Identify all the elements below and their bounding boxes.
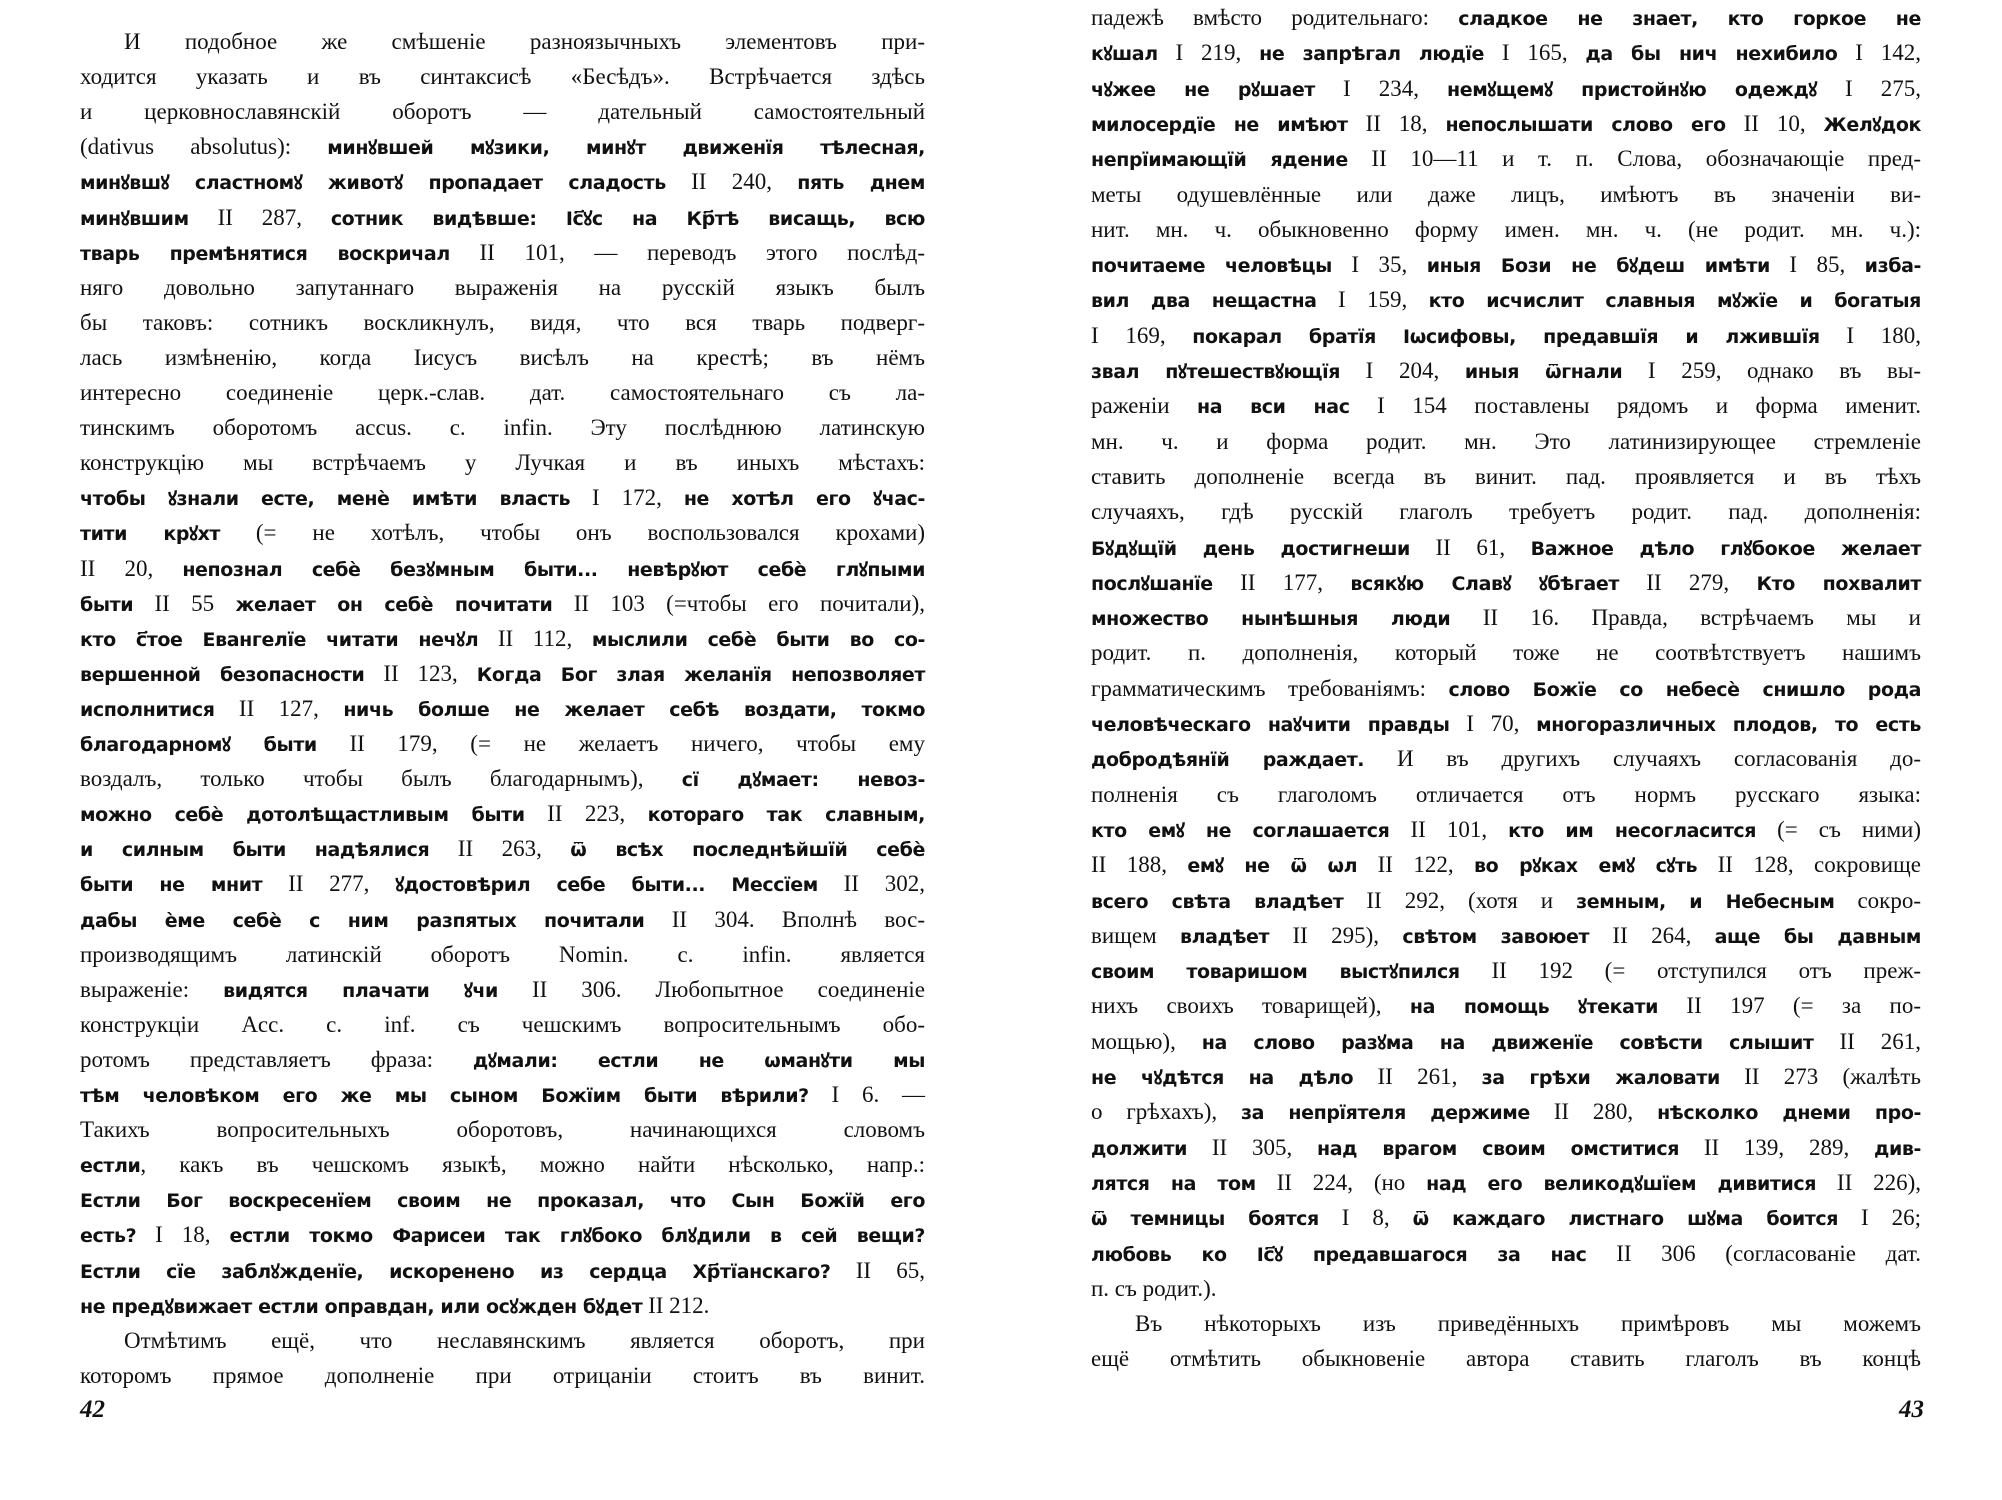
- church-slavonic-quote: добродѣянїй раждает.: [1091, 749, 1365, 772]
- church-slavonic-quote: есть?: [80, 1225, 137, 1248]
- text-line: [80, 1253, 925, 1288]
- church-slavonic-quote: Желꙋдок: [1823, 113, 1921, 136]
- text-line: [1091, 247, 1921, 282]
- text-line: [80, 305, 925, 340]
- text-segment: II 177,: [1212, 569, 1351, 595]
- text-segment: II 295),: [1269, 922, 1403, 948]
- text-line: [1091, 1200, 1921, 1235]
- church-slavonic-quote: за грѣхи жаловати: [1481, 1067, 1720, 1089]
- church-slavonic-quote: быти: [80, 593, 134, 616]
- text-segment: грамматическимъ требованіямъ:: [1091, 675, 1449, 701]
- text-line: [1091, 424, 1921, 459]
- church-slavonic-quote: кꙋшал: [1091, 43, 1158, 66]
- text-line: [1091, 141, 1921, 176]
- text-line: [1091, 847, 1921, 882]
- text-segment: II 188,: [1091, 852, 1188, 878]
- text-segment: ставить дополненіе всегда въ винит. пад. проявляется и въ тѣхъ: [1091, 463, 1921, 489]
- text-line: [80, 129, 925, 164]
- church-slavonic-quote: ничь болше не желает себѣ воздати, токмо: [343, 698, 925, 721]
- church-slavonic-quote: многоразличных плодов, то есть: [1536, 714, 1922, 736]
- text-line: [80, 586, 925, 621]
- text-segment: полненія съ глаголомъ отличается отъ нормъ русскаго языка:: [1091, 781, 1921, 807]
- text-line: [80, 551, 925, 586]
- text-line: [1091, 953, 1921, 988]
- church-slavonic-quote: иныя Бози не бꙋдеш имѣти: [1426, 255, 1770, 278]
- text-segment: II 192 (= отступился отъ преж-: [1459, 958, 1922, 984]
- text-segment: Такихъ вопросительныхъ оборотовъ, начинающихся словомъ: [80, 1117, 925, 1143]
- text-line: [1091, 530, 1921, 565]
- church-slavonic-quote: емꙋ не ѿ ѡл: [1187, 855, 1358, 878]
- church-slavonic-quote: желает он себѐ почитати: [235, 593, 553, 616]
- text-segment: I 180,: [1819, 322, 1921, 348]
- right-page: [1001, 0, 2002, 1500]
- text-segment: I 35,: [1331, 252, 1427, 278]
- church-slavonic-quote: покарал братїя Іѡсифовы, предавшїя и лжившїя: [1192, 325, 1820, 348]
- church-slavonic-quote: минꙋвшꙋ сластномꙋ животꙋ пропадает сладость: [80, 172, 666, 195]
- text-line: [80, 831, 925, 866]
- church-slavonic-quote: тити крꙋхт: [80, 523, 221, 546]
- text-line: [80, 621, 925, 656]
- text-segment: II 123,: [364, 660, 477, 686]
- church-slavonic-quote: дабы ѐме себѐ с ним разпятых почитали: [80, 909, 645, 932]
- text-line: [80, 1042, 925, 1077]
- text-line: [1091, 1130, 1921, 1165]
- page-number-right: 43: [1899, 1396, 1924, 1423]
- text-segment: II 122,: [1357, 852, 1475, 878]
- church-slavonic-quote: минꙋвшей мꙋзики, минꙋт движенїя тѣлесная,: [327, 137, 925, 160]
- text-line: [80, 1147, 925, 1182]
- text-line: [1091, 282, 1921, 317]
- text-segment: II 261,: [1353, 1064, 1482, 1089]
- church-slavonic-quote: владѣет: [1179, 925, 1270, 948]
- text-line: [80, 340, 925, 375]
- church-slavonic-quote: изба-: [1864, 255, 1921, 278]
- text-line: [1091, 918, 1921, 953]
- church-slavonic-quote: исполнитися: [80, 698, 215, 721]
- text-line: [1091, 1059, 1921, 1094]
- text-segment: меты одушевлённые или даже лицъ, имѣютъ въ значеніи ви-: [1091, 181, 1921, 207]
- church-slavonic-quote: должити: [1091, 1137, 1188, 1160]
- church-slavonic-quote: минꙋвшим: [80, 207, 189, 230]
- church-slavonic-quote: иныя ѿгнали: [1464, 361, 1623, 383]
- church-slavonic-quote: и силным быти надѣялися: [80, 839, 430, 862]
- text-segment: II 306. Любопытное соединеніе: [497, 976, 925, 1002]
- text-segment: няго довольно запутаннаго выраженія на русскій языкъ былъ: [80, 274, 925, 300]
- text-segment: бы таковъ: сотникъ воскликнулъ, видя, что вся тварь подверг-: [80, 309, 925, 335]
- church-slavonic-quote: кто исчислит славныя мꙋжїе и богатыя: [1428, 290, 1921, 313]
- text-line: [80, 937, 925, 972]
- text-segment: II 65,: [830, 1257, 925, 1283]
- text-segment: II 101, — переводъ этого послѣд-: [449, 239, 926, 265]
- text-segment: и церковнославянскій оборотъ — дательный самостоятельный: [80, 99, 925, 125]
- text-segment: II 273 (жалѣть: [1719, 1064, 1921, 1089]
- text-segment: мн. ч. и форма родит. мн. Это латинизирующее стремленіе: [1091, 428, 1921, 454]
- text-line: [1091, 388, 1921, 423]
- text-line: [80, 270, 925, 305]
- church-slavonic-quote: див-: [1874, 1137, 1921, 1160]
- text-segment: II 305,: [1187, 1134, 1318, 1160]
- text-segment: п. съ родит.).: [1091, 1275, 1217, 1301]
- text-line: [1091, 0, 1921, 35]
- church-slavonic-quote: человѣческаго наꙋчити правды: [1091, 714, 1450, 736]
- text-line: [80, 656, 925, 691]
- text-segment: II 223,: [524, 801, 648, 827]
- church-slavonic-quote: всякꙋю Славꙋ ꙋбѣгает: [1350, 572, 1619, 595]
- church-slavonic-quote: множество нынѣшныя люди: [1091, 608, 1451, 631]
- church-slavonic-quote: не предꙋвижает естли оправдан, или осꙋжден бꙋдет: [80, 1295, 643, 1318]
- church-slavonic-quote: пять днем: [797, 172, 925, 195]
- text-segment: II 127,: [214, 695, 344, 721]
- text-segment: II 112,: [478, 625, 592, 651]
- church-slavonic-quote: Естли сїе заблꙋжденїе, искоренено из сердца Хр҃тїанскаго?: [80, 1260, 831, 1283]
- text-segment: сокро-: [1834, 887, 1922, 913]
- church-slavonic-quote: дꙋмали: естли не ѡманꙋти мы: [472, 1049, 925, 1072]
- church-slavonic-quote: лятся на том: [1091, 1172, 1256, 1195]
- text-line: [1091, 1306, 1921, 1341]
- text-segment: I 8,: [1318, 1205, 1413, 1231]
- text-line: [1091, 1236, 1921, 1271]
- text-segment: И въ другихъ случаяхъ согласованія до-: [1364, 746, 1921, 772]
- text-line: [80, 410, 925, 445]
- church-slavonic-quote: Естли Бог воскресенїем своим не проказал, что Сын Божїй его: [80, 1190, 925, 1213]
- church-slavonic-quote: быти не мнит: [80, 874, 263, 897]
- text-segment: II 55: [133, 590, 236, 616]
- text-segment: ротомъ представляетъ фраза:: [80, 1046, 473, 1072]
- text-line: [80, 200, 925, 235]
- text-line: [1091, 600, 1921, 635]
- page-number-left: 42: [80, 1396, 105, 1423]
- church-slavonic-quote: земным, и Небесным: [1576, 890, 1835, 913]
- church-slavonic-quote: Важное дѣло глꙋбокое желает: [1530, 537, 1921, 560]
- text-segment: II 103 (=чтобы его почитали),: [552, 590, 925, 616]
- text-segment: II 306 (согласованіе дат.: [1586, 1240, 1922, 1266]
- text-line: [1091, 777, 1921, 812]
- text-segment: ещё отмѣтить обыкновеніе автора ставить глаголъ въ концѣ: [1091, 1346, 1921, 1372]
- text-line: [80, 1288, 925, 1323]
- church-slavonic-quote: почитаеме человѣцы: [1091, 255, 1332, 278]
- text-line: [80, 1182, 925, 1217]
- text-segment: II 128, сокровище: [1697, 852, 1921, 878]
- text-segment: I 159,: [1316, 287, 1429, 313]
- church-slavonic-quote: естли токмо Фарисеи так глꙋбоко блꙋдили в сей вещи?: [229, 1225, 925, 1248]
- text-segment: (= не хотѣлъ, чтобы онъ воспользовался крохами): [220, 520, 925, 546]
- church-slavonic-quote: тварь премѣнятися воскричал: [80, 242, 450, 265]
- text-segment: I 26;: [1838, 1205, 1921, 1231]
- church-slavonic-quote: можно себѐ дотолѣщастливым быти: [80, 804, 525, 827]
- text-segment: родит. п. дополненія, который тоже не соотвѣтствуетъ нашимъ: [1091, 640, 1921, 666]
- text-line: [80, 1007, 925, 1042]
- church-slavonic-quote: да бы нич нехибило: [1585, 43, 1838, 66]
- church-slavonic-quote: своим товаришом выстꙋпился: [1091, 961, 1460, 984]
- church-slavonic-quote: нѣсколко днеми про-: [1657, 1102, 1921, 1125]
- text-line: [80, 445, 925, 480]
- text-line: [1091, 212, 1921, 247]
- text-segment: интересно соединеніе церк.-слав. дат. самостоятельнаго съ ла-: [80, 380, 925, 405]
- text-segment: I 275,: [1816, 75, 1921, 101]
- text-line: [1091, 988, 1921, 1023]
- church-slavonic-quote: за непрїятеля держиме: [1241, 1102, 1530, 1125]
- church-slavonic-quote: кто емꙋ не соглашается: [1091, 819, 1390, 842]
- text-segment: I 165,: [1484, 40, 1586, 66]
- text-line: [80, 761, 925, 796]
- text-segment: тинскимъ оборотомъ accus. c. infin. Эту послѣднюю латинскую: [80, 415, 925, 441]
- text-segment: мощью),: [1091, 1028, 1202, 1054]
- text-line: [80, 972, 925, 1007]
- church-slavonic-quote: непослышати слово его: [1445, 113, 1726, 136]
- text-segment: I 172,: [570, 485, 684, 511]
- text-line: [80, 235, 925, 270]
- text-segment: I 85,: [1769, 252, 1865, 278]
- text-line: [80, 59, 925, 94]
- church-slavonic-quote: немꙋщемꙋ пристойнꙋю одеждꙋ: [1447, 78, 1817, 101]
- church-slavonic-quote: не чꙋдѣтся на дѣло: [1091, 1067, 1354, 1089]
- church-slavonic-quote: тѣм человѣком его же мы сыном Божїим быти вѣрили?: [80, 1085, 809, 1107]
- text-segment: II 197 (= за по-: [1658, 993, 1921, 1019]
- text-segment: II 263,: [429, 836, 571, 862]
- text-segment: II 277,: [262, 871, 396, 897]
- text-line: [80, 94, 925, 129]
- text-line: [1091, 671, 1921, 706]
- church-slavonic-quote: ѿ каждаго листнаго шꙋма боится: [1412, 1208, 1839, 1231]
- church-slavonic-quote: Когда Бог злая желанїя непозволяет: [476, 663, 925, 686]
- text-line: [80, 866, 925, 901]
- text-segment: раженіи: [1091, 393, 1198, 419]
- text-segment: выраженіе:: [80, 976, 224, 1002]
- church-slavonic-quote: не запрѣгал людїе: [1259, 43, 1485, 66]
- church-slavonic-quote: благодарномꙋ быти: [80, 734, 317, 756]
- church-slavonic-quote: Кто похвалит: [1756, 572, 1922, 595]
- church-slavonic-quote: мыслили себѐ быти во со-: [591, 628, 926, 651]
- text-line: [1091, 1341, 1921, 1376]
- text-segment: II 261,: [1813, 1028, 1921, 1054]
- text-segment: I 18,: [136, 1222, 230, 1248]
- church-slavonic-quote: видятся плачати ꙋчи: [223, 979, 498, 1002]
- text-segment: II 224, (но: [1255, 1169, 1427, 1195]
- church-slavonic-quote: над его великодꙋшїем дивитися: [1426, 1172, 1817, 1195]
- text-segment: II 226),: [1816, 1169, 1921, 1195]
- text-segment: нит. мн. ч. обыкновенно форму имен. мн. ч. (не родит. мн. ч.):: [1091, 216, 1921, 242]
- text-line: [1091, 635, 1921, 670]
- church-slavonic-quote: над врагом своим омститися: [1317, 1137, 1680, 1160]
- text-segment: II 212.: [642, 1292, 710, 1318]
- text-segment: вищем: [1091, 922, 1180, 948]
- church-slavonic-quote: сї дꙋмает: невоз-: [681, 769, 925, 792]
- text-segment: производящимъ латинскій оборотъ Nomin. c. infin. является: [80, 941, 925, 967]
- text-line: [80, 375, 925, 410]
- text-line: [1091, 706, 1921, 741]
- church-slavonic-quote: чтобы ꙋзнали есте, менѐ имѣти власть: [80, 488, 571, 511]
- text-segment: I 142,: [1837, 40, 1921, 66]
- text-segment: II 240,: [665, 169, 798, 195]
- text-segment: (dativus absolutus):: [80, 134, 328, 160]
- text-line: [80, 164, 925, 199]
- text-line: [1091, 494, 1921, 529]
- text-segment: (= съ ними): [1756, 816, 1922, 842]
- text-segment: II 10—11 и т. п. Слова, обозначающіе пред-: [1347, 146, 1922, 172]
- text-segment: I 6. —: [808, 1082, 925, 1107]
- text-segment: I 169,: [1091, 322, 1193, 348]
- text-line: [1091, 459, 1921, 494]
- church-slavonic-quote: непознал себѐ безꙋмным быти... невѣрꙋют себѐ глꙋпыми: [182, 558, 925, 581]
- church-slavonic-quote: во рꙋках емꙋ сꙋть: [1474, 855, 1698, 878]
- text-segment: II 101,: [1389, 816, 1509, 842]
- text-line: [1091, 35, 1921, 70]
- text-line: [80, 902, 925, 937]
- text-line: [80, 796, 925, 831]
- text-segment: II 18,: [1347, 110, 1446, 136]
- text-segment: II 139, 289,: [1679, 1134, 1875, 1160]
- church-slavonic-quote: Бꙋдꙋщїй день достигнеши: [1091, 537, 1410, 560]
- text-segment: II 292, (хотя и: [1343, 887, 1577, 913]
- church-slavonic-quote: милосердїе не имѣют: [1091, 113, 1348, 136]
- text-segment: II 16. Правда, встрѣчаемъ мы и: [1450, 605, 1921, 631]
- text-line: [80, 1217, 925, 1252]
- text-line: [80, 726, 925, 761]
- text-segment: I 234,: [1314, 75, 1448, 101]
- text-line: [1091, 1024, 1921, 1059]
- text-segment: II 279,: [1618, 569, 1757, 595]
- church-slavonic-quote: аще бы давным: [1714, 925, 1921, 948]
- text-line: [1091, 106, 1921, 141]
- text-line: [1091, 741, 1921, 776]
- text-line: [80, 691, 925, 726]
- text-line: [80, 1323, 925, 1358]
- text-segment: II 302,: [817, 871, 925, 897]
- church-slavonic-quote: слово Божїе со небесѐ снишло рода: [1448, 678, 1921, 701]
- text-segment: II 10,: [1725, 110, 1824, 136]
- church-slavonic-quote: любовь ко Іс҃ꙋ предавшагося за нас: [1091, 1243, 1587, 1266]
- text-line: [1091, 177, 1921, 212]
- church-slavonic-quote: сотник видѣвше: Іс҃ꙋс на Кр҃тѣ висащь, всю: [330, 207, 925, 230]
- text-segment: II 264,: [1589, 922, 1715, 948]
- text-segment: II 179, (= не желаетъ ничего, чтобы ему: [316, 731, 925, 756]
- text-line: [1091, 565, 1921, 600]
- text-line: [1091, 1271, 1921, 1306]
- text-segment: , какъ въ чешскомъ языкѣ, можно найти нѣсколько, напр.:: [140, 1152, 925, 1178]
- text-segment: II 20,: [80, 555, 183, 581]
- text-segment: I 219,: [1157, 40, 1260, 66]
- church-slavonic-quote: чꙋжее не рꙋшает: [1091, 78, 1315, 101]
- text-segment: конструкцію мы встрѣчаемъ у Лучкая и въ иныхъ мѣстахъ:: [80, 450, 925, 476]
- church-slavonic-quote: на помощь ꙋтекати: [1409, 996, 1659, 1019]
- text-segment: II 287,: [188, 204, 331, 230]
- church-slavonic-quote: сладкое не знает, кто горкое не: [1458, 8, 1921, 30]
- text-line: [80, 24, 925, 59]
- church-slavonic-quote: свѣтом завоюет: [1402, 925, 1590, 948]
- text-line: [80, 480, 925, 515]
- church-slavonic-quote: ꙋдостовѣрил себе быти... Мессїем: [395, 874, 818, 897]
- church-slavonic-quote: кто им несогласится: [1508, 819, 1757, 842]
- text-segment: лась измѣненію, когда Іисусъ висѣлъ на крестѣ; въ нёмъ: [80, 344, 925, 370]
- text-segment: случаяхъ, гдѣ русскій глаголъ требуетъ родит. пад. дополненія:: [1091, 499, 1921, 525]
- church-slavonic-quote: естли: [80, 1155, 141, 1178]
- text-line: [1091, 318, 1921, 353]
- text-line: [80, 1112, 925, 1147]
- text-segment: II 304. Вполнѣ вос-: [644, 906, 925, 932]
- text-segment: I 204,: [1340, 358, 1465, 383]
- church-slavonic-quote: ѿ темницы боятся: [1091, 1208, 1319, 1231]
- church-slavonic-quote: звал пꙋтешествꙋющїя: [1091, 361, 1341, 383]
- text-line: [1091, 883, 1921, 918]
- text-segment: воздалъ, только чтобы былъ благодарнымъ),: [80, 766, 682, 792]
- text-segment: ходится указать и въ синтаксисѣ «Бесѣдъ». Встрѣчается здѣсь: [80, 64, 925, 90]
- church-slavonic-quote: на вси нас: [1197, 396, 1350, 419]
- text-line: [1091, 353, 1921, 388]
- text-line: [1091, 71, 1921, 106]
- church-slavonic-quote: не хотѣл его ꙋчас-: [683, 488, 925, 511]
- text-segment: I 259, однако въ вы-: [1622, 358, 1921, 383]
- church-slavonic-quote: ѿ всѣх последнѣйшїй себѐ: [570, 839, 925, 862]
- text-segment: И подобное же смѣшеніе разноязычныхъ элементовъ при-: [124, 29, 925, 54]
- church-slavonic-quote: послꙋшанїе: [1091, 572, 1213, 595]
- text-segment: падежѣ вмѣсто родительнаго:: [1091, 5, 1459, 30]
- text-line: [80, 1077, 925, 1112]
- text-line: [1091, 812, 1921, 847]
- text-line: [1091, 1165, 1921, 1200]
- text-segment: нихъ своихъ товарищей),: [1091, 993, 1410, 1019]
- text-segment: которомъ прямое дополненіе при отрицаніи стоитъ въ винит.: [80, 1362, 925, 1388]
- text-segment: II 61,: [1409, 534, 1531, 560]
- text-line: [1091, 1094, 1921, 1129]
- text-segment: I 70,: [1449, 711, 1537, 736]
- text-segment: I 154 поставлены рядомъ и форма именит.: [1349, 393, 1921, 419]
- church-slavonic-quote: непрїимающїй ядение: [1091, 149, 1348, 172]
- text-line: [80, 515, 925, 550]
- text-segment: II 280,: [1529, 1099, 1658, 1125]
- church-slavonic-quote: кто с҃тое Евангелїе читати нечꙋл: [80, 628, 479, 651]
- church-slavonic-quote: вершенной безопасности: [80, 663, 365, 686]
- text-segment: Въ нѣкоторыхъ изъ приведённыхъ примѣровъ мы можемъ: [1135, 1311, 1921, 1337]
- church-slavonic-quote: котораго так славным,: [647, 804, 925, 827]
- text-segment: Отмѣтимъ ещё, что неславянскимъ является оборотъ, при: [124, 1327, 925, 1353]
- text-line: [80, 1358, 925, 1393]
- church-slavonic-quote: на слово разꙋма на движенїе совѣсти слышит: [1201, 1031, 1814, 1054]
- church-slavonic-quote: вил два нещастна: [1091, 290, 1317, 313]
- text-segment: конструкціи Acc. c. inf. съ чешскимъ вопросительнымъ обо-: [80, 1011, 925, 1037]
- church-slavonic-quote: всего свѣта владѣет: [1091, 890, 1344, 913]
- text-segment: о грѣхахъ),: [1091, 1099, 1241, 1125]
